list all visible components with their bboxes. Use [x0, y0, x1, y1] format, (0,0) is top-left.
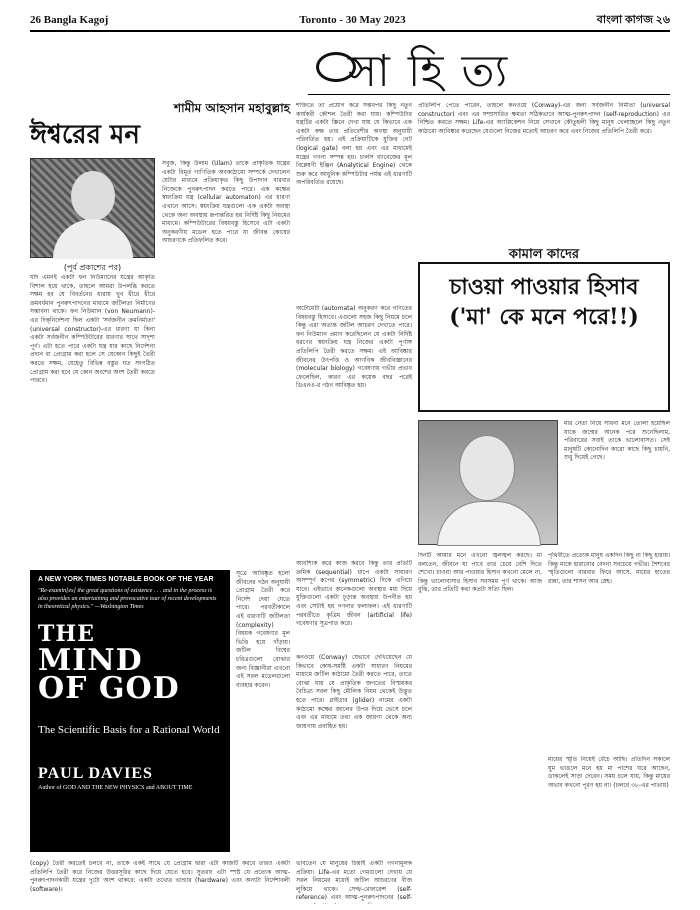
feature-column: দিনটি আমার মনে এখনো জ্বলজ্বল করছে। মা বলতেন, জীবনে যা পাবে তার চেয়ে বেশি দিতে শেখো। চাওয়া আর পাওয়ার হিসাব কখনো মেলে না, কিন্তু ভালোবাসার হিসাব সবসময় পূর্ণ থাকে। আজ বুঝি, তার প্রতিটি কথা কতটা সত্যি ছিল। [418, 552, 542, 594]
article-column: কনওয়ে (Conway) যেভাবে দেখিয়েছেন যে কিভাবে কোষ-সমষ্টি একটা সাধারণ নিয়মের মাধ্যমে জটিল কাঠামো তৈরী করতে পারে, তাতে বোঝা যায় যে প্রাকৃতিক জগতের বিস্ময়কর বৈচিত্র্য সরল কিছু মৌলিক নিয়ম থেকেই উদ্ভূত হতে পারে। গ্লাইডার (glider) নামের একটা কাঠামো কক্ষের জালের উপর দিয়ে ভেসে চলে এবং এর মাধ্যমে তথ্য এক জায়গা থেকে অন্য জায়গায় প্রবাহিত হয়। [296, 654, 412, 730]
feature-headline-box [418, 262, 670, 412]
feature-headline [420, 272, 668, 332]
book-banner: A NEW YORK TIMES NOTABLE BOOK OF THE YEAR [38, 576, 214, 583]
feature-headline-line1: চাওয়া পাওয়ার হিসাব [449, 274, 639, 300]
article-column: শক্তিতে তা প্রয়োগ করে সম্ভবপর কিছু নতুন কার্যকরী কৌশল তৈরী করা যায়। কম্পিউটার যন্ত্রটির একটা স্ক্রিনে দেখা যায় যে কিভাবে এক একটা কক্ষ তার প্রতিবেশীর অবস্থা অনুযায়ী পরিবর্তিত হয়। এই প্রক্রিয়াটিকে যুক্তির গেট (logical gate) বলা হয় এবং এর মাধ্যমেই যন্ত্রের গণনা সম্পন্ন হয়। চার্লস ব্যাবেজের মূল বিশ্লেষণী ইঞ্জিন (Analytical Engine) থেকে শুরু করে আধুনিক কম্পিউটার পর্যন্ত এই ধারণাটি অপরিবর্তিত রয়েছে। [296, 102, 412, 187]
article-column: আবশ্যিক করে কাজ করবে কিন্তু তার প্রতিটি ক্রমিক (sequential) ধাপে একটা সাধারণ অসম্পূর্ণ রূপের (symmetric) দিকে এগিয়ে যাবে। এইভাবে অনেকগুলো অবস্থার মধ্য দিয়ে যুক্তিগুলো একটা চূড়ান্ত অবস্থায় উপনীত হয় এবং সেটাই হয় গণনার ফলাফল। এই ধারণাটি পরবর্তীতে কৃত্রিম জীবন (artificial life) গবেষণার সূত্রপাত করে। [296, 560, 412, 628]
page-folio [30, 12, 670, 28]
feature-byline: কামাল কাদের [508, 247, 580, 262]
author-photo [30, 158, 155, 258]
article-byline: শামীম আহসান মহাবুল্লাহ [173, 101, 290, 115]
article-title: ঈশ্বরের মন [30, 120, 140, 150]
masthead-title: সাহিত্য [348, 46, 526, 95]
book-cover-image [30, 570, 230, 852]
article-column: প্রতিলিপি পেতে পারেন, তাহলে কনওয়ে (Conway)-এর জন্য সর্বজনীন নির্মাতা (universal constructor) এবং এর সম্প্রসারিত ক্ষমতা সঠিকভাবে আত্ম-পুনরুৎপাদন (self-reproduction) এর নিশ্চিত করতে সক্ষম। Life-এর অ্যাপ্লিকেশন নিয়ে সেখানে কৌতুহলী কিছু মানুষ খেলাচ্ছলে কিছু নতুন কাঠামো আবিষ্কার করেছেন যেগুলো নিজের মতোই আচরণ করে এবং নিজের প্রতিলিপি তৈরী করে। [418, 102, 670, 135]
folio-page-number: 26 Bangla Kagoj [30, 14, 109, 26]
feature-headline-line2: ('মা' কে মনে পরে!!) [449, 304, 639, 330]
book-author-note: Author of GOD AND THE NEW PHYSICS and ABOUT TIME [38, 785, 193, 791]
article-column: সবুজ, কিন্তু উলাম (Ulam) তাকে প্রাকৃতিক যন্ত্রের একটা বিমূর্ত গাণিতিক অবকাঠামো সম্পর্কে দেখালেন যেটার মাধ্যমে প্রক্রিয়াকৃত কিছু উপাদান বারবার নিজেকে পুনরুৎপাদন করতে পারে। এক কক্ষের স্বয়ংক্রিয় যন্ত্র (cellular automaton) এর ধারণা এখানে আসে। স্বয়ংক্রিয় যন্ত্রগুলো এক একটা অবস্থা থেকে অন্য অবস্থায় রূপান্তরিত হয় নির্দিষ্ট কিছু নিয়মের মাধ্যমে। কম্পিউটারের বিষয়বস্তু হিসেবে এটা একটা অনুকরণীয় মডেল হতে পারে যা জীবন্ত কোষের আচরণকে প্রতিফলিত করে। [162, 160, 290, 245]
photo-caption: (পূর্ব প্রকাশের পর) [63, 263, 122, 272]
feature-column: মার নেতা নিয়ে সাধনা মনে তোলা হয়েছিল যাকে জন্মের অনেক পরে শুনেছিলাম, পরিবারের সবাই তাকে ভালোবাসত। সেই মানুষটি কোনোদিন কারো কাছে কিছু চায়নি, শুধু দিয়েই গেছে। [564, 420, 670, 462]
feature-column: পৃথিবীতে প্রত্যেক মানুষ একদিন কিছু না কিছু হারায়। কিন্তু মাকে হারানোর বেদনা সবচেয়ে গভীর। শৈশবের স্মৃতিগুলো বারবার ফিরে আসে, মায়ের হাতের রান্না, তার শাসন আর স্নেহ। [548, 552, 670, 585]
folio-date: Toronto - 30 May 2023 [299, 14, 406, 26]
book-quote: "Re-examin[es] the great questions of existence . . . and in the process is also provides an entertaining and provocative tour of recent developments in theoretical physics." —Washington Times [38, 588, 217, 610]
article-column: (copy) তৈরী করতেই চলবে না, তাকে একই সাথে যে প্রোগ্রাম দ্বারা এটা কাজটি করবে তারও একটা প্রতিলিপি তৈরী করে নিজের উত্তরসূরির কাছে দিয়ে যেতে হবে। সুতরাং এটা স্পষ্ট যে প্রত্যেক আত্ম-পুনরুৎপাদনকারী যন্ত্রের দুটো অংশ থাকবে: একটা তথ্যের ভান্ডার (hardware) এবং অন্যটা নির্দেশাবলী (software)। [30, 860, 290, 893]
feature-photo-head [459, 435, 515, 501]
book-subtitle: The Scientific Basis for a Rational World [38, 724, 220, 736]
book-author: PAUL DAVIES [38, 765, 153, 782]
feature-column: মায়ের স্মৃতি নিয়েই বেঁচে আছি। প্রতিদিন সকালে ঘুম ভাঙলে মনে হয় মা পাশের ঘরে আছেন, ডাকলেই সাড়া দেবেন। সময় চলে যায়, কিন্তু মায়ের অভাব কখনো পূরণ হয় না। (চলবে ৩৮-এর পাতায়) [548, 756, 670, 789]
article-column: ভাবতেন যে মানুষের চিন্তাই একটা গণনামূলক প্রক্রিয়া। Life-এর মতো গেমগুলো দেখায় যে সরল নিয়মের মধ্যেই জটিল আচরণের বীজ লুকিয়ে থাকে। সেল্ফ-রেফারেন্স (self-reference) এবং আত্ম-পুনরুৎপাদনের (self- [296, 860, 412, 902]
feature-author-photo [418, 420, 558, 545]
article-column: সূত্রে আবিষ্কৃত হলো জীবনের গঠন অনুযায়ী প্রোগ্রাম তৈরী করে নির্দেশ দেয়া যেতে পারে। পরবর্তীকালে এই ধারণাটি জটিলতা (complexity) বিষয়ক গবেষণার মূল ভিত্তি হয়ে দাঁড়ায়। জটিল বিশ্বের চরিত্রগুলো বোঝার জন্য বিজ্ঞানীরা এখনো এই সরল মডেলগুলো ব্যবহার করেন। [236, 570, 290, 689]
article-column: যদি এমনই একটা ফন নিউম্যানের যন্ত্রের আকৃতি বিশাল হয়ে থাকে, তাহলে আমরা উপলব্ধি করতে সক্ষম হব যে বিবর্তনের ধারায় খুব ধীরে ধীরে ক্রমবর্ধমান পুনরুৎপাদনের মাধ্যমে জটিলতা নির্মাণের সম্ভাবনা থাকে। ফন নিউম্যান (von Neumann)-এর দিক্‌নির্দেশনা ছিল একটা 'সর্বজনীন ক্রমনির্মাতা' (universal constructor)-এর ধারণা যা কিনা একটা সর্বজনীন কম্পিউটারের ধারণার সাথে সাদৃশ্য পূর্ণ। এটা হতে পারে একটা যন্ত্র যার কাছে নির্দেশনা প্রদান বা প্রোগ্রাম করা হলে সে যেকোন কিছুই তৈরী করতে সক্ষম, যেহেতু বিভিন্ন বস্তুর যত সংগঠিত প্রোগ্রাম করা হবে যে কোন অংশের অংশ তৈরী করতে পারবে। [30, 274, 155, 385]
section-masthead [308, 40, 670, 95]
book-title-line1: MIND [38, 643, 143, 678]
book-title-line2: OF GOD [38, 671, 180, 706]
photo-body-shape [53, 219, 133, 259]
book-title-the: THE [38, 621, 95, 647]
photo-head-shape [71, 171, 115, 221]
article-column: অটোমেটা (automata) অনুকরণ করে গণিতের বিষয়বস্তু হিসাবে। এগুলো সহজ কিছু নিয়মে চলে কিন্তু এরা অত্যন্ত জটিল আচরণ দেখাতে পারে। ফন নিউম্যান প্রমাণ করেছিলেন যে একটা নির্দিষ্ট ধরণের স্বয়ংক্রিয় যন্ত্র নিজের একটা পূর্ণাঙ্গ প্রতিলিপি তৈরী করতে সক্ষম। এই আবিষ্কার জীবনের উৎপত্তি ও আণবিক জীববিজ্ঞানের (molecular biology) গবেষণায় গভীর প্রভাব ফেলেছিল, কারণ এর কয়েক বছর পরেই ডিএনএ-র গঠন আবিষ্কৃত হয়। [296, 305, 412, 390]
folio-page-bangla: বাংলা কাগজ ২৬ [596, 13, 670, 26]
header-rule [30, 30, 670, 32]
feature-photo-body [437, 501, 541, 546]
